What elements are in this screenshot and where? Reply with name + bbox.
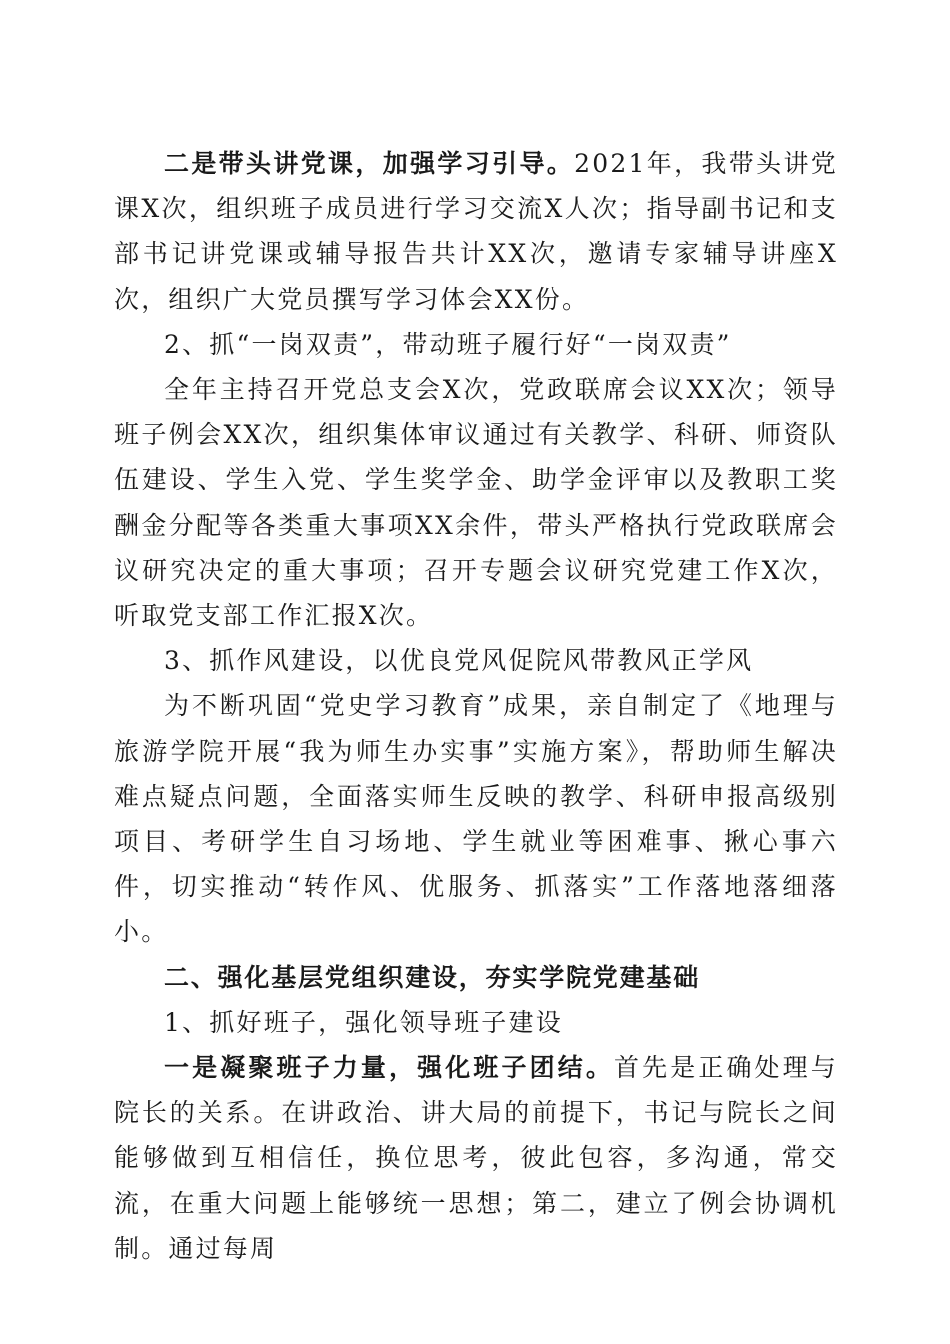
subheading-dual-responsibility: 2、抓“一岗双责”，带动班子履行好“一岗双责” xyxy=(164,329,732,359)
subheading-work-style: 3、抓作风建设，以优良党风促院风带教风正学风 xyxy=(164,646,754,676)
paragraph-lecture xyxy=(114,141,838,322)
paragraph-text: 首先是正确处理与院长的关系。在讲政治、讲大局的前提下，书记与院长之间能够做到互相信任，换位思考，彼此包容，多沟通，常交流，在重大问题上能够统一思想；第二，建立了例会协调机制。通过每周 xyxy=(114,1053,839,1263)
paragraph-practical-deeds: 为不断巩固“党史学习教育”成果，亲自制定了《地理与旅游学院开展“我为师生办实事”实施方案》，帮助师生解决难点疑点问题，全面落实师生反映的教学、科研申报高级别项目、考研学生自习场地、学生就业等困难事、揪心事六件，切实推动“转作风、优服务、抓落实”工作落地落细落小。 xyxy=(114,691,838,947)
paragraph-lead: 二是带头讲党课，加强学习引导。 xyxy=(164,149,575,178)
subheading-leadership-team: 1、抓好班子，强化领导班子建设 xyxy=(164,1007,563,1037)
section-heading-grassroots: 二、强化基层党组织建设，夯实学院党建基础 xyxy=(164,962,701,992)
document-body xyxy=(114,141,838,1271)
paragraph-meetings: 全年主持召开党总支会X次，党政联席会议XX次；领导班子例会XX次，组织集体审议通过有关教学、科研、师资队伍建设、学生入党、学生奖学金、助学金评审以及教职工奖酬金分配等各类重大事项XX余件，带头严格执行党政联席会议研究决定的重大事项；召开专题会议研究党建工作X次，听取党支部工作汇报X次。 xyxy=(114,375,838,631)
paragraph-text: 2021年，我带头讲党课X次，组织班子成员进行学习交流X人次；指导副书记和支部书记讲党课或辅导报告共计XX次，邀请专家辅导讲座X次，组织广大党员撰写学习体会XX份。 xyxy=(114,149,838,314)
paragraph-lead: 一是凝聚班子力量，强化班子团结。 xyxy=(164,1053,614,1083)
paragraph-team-unity xyxy=(114,1045,838,1271)
